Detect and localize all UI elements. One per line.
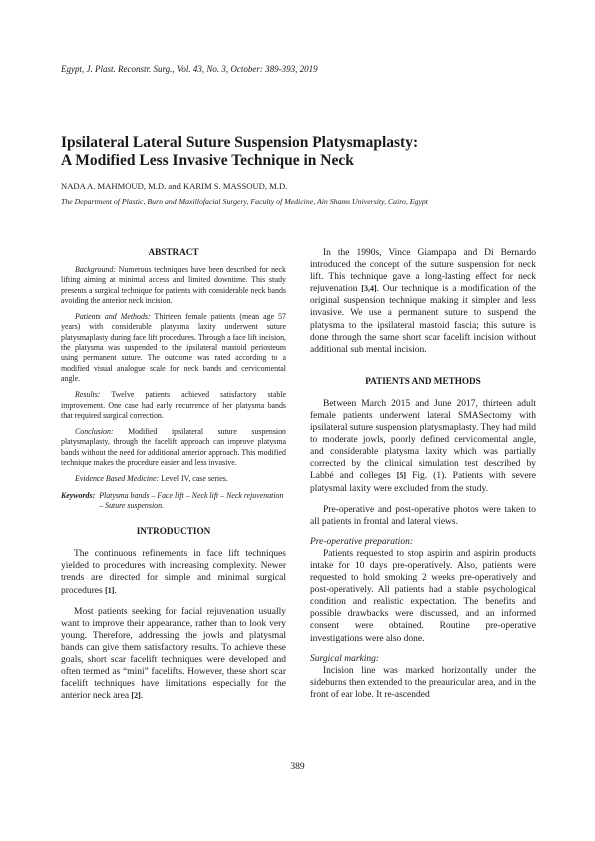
citation: [1] bbox=[105, 585, 115, 595]
abstract-heading: ABSTRACT bbox=[148, 247, 199, 257]
citation: [3,4] bbox=[361, 284, 377, 294]
abstract-conclusion bbox=[61, 427, 286, 468]
right-paragraph-2-end: Fig. (1). Patients with severe platysmal laxity were excluded from the study. bbox=[310, 471, 537, 494]
page-number: 389 bbox=[290, 762, 305, 772]
abstract-conclusion-label: Conclusion: bbox=[75, 427, 114, 437]
introduction-paragraph-1-text: The continuous refinements in face lift techniques yielded to procedures with increasing complexity. Newer trends are directed for simple and minimal surgical procedures bbox=[61, 549, 286, 596]
abstract-background bbox=[61, 265, 286, 306]
introduction-paragraph-2 bbox=[61, 606, 286, 703]
article-title-line-2: A Modified Less Invasive Technique in Neck bbox=[61, 152, 354, 169]
abstract-background-label: Background: bbox=[75, 265, 116, 274]
abstract-conclusion-text: Modified ipsilateral suture suspension platysmaplasty, through the facelift approach can improve platysma bands without the need for additional anterior approach. This modified technique makes the procedure easier and less invasive. bbox=[61, 427, 286, 468]
authors: NADA A. MAHMOUD, M.D. and KARIM S. MASSOUD, M.D. bbox=[61, 181, 288, 191]
right-paragraph-1-text: In the 1990s, Vince Giampapa and Di Bernardo introduced the concept of the suture suspension for neck lift. This technique gave a long-lasting effect for neck rejuvenation bbox=[310, 248, 536, 295]
abstract-background-text: Numerous techniques have been described for neck lifting aiming at minimal access and limited downtime. This study presents a surgical technique for patients with considerable neck bands avoiding the anterior neck incision. bbox=[61, 265, 286, 305]
introduction-paragraph-1-end: . bbox=[114, 585, 117, 596]
left-column bbox=[61, 247, 286, 702]
citation: [2] bbox=[131, 691, 141, 701]
introduction-heading: INTRODUCTION bbox=[136, 526, 211, 537]
abstract-methods bbox=[61, 312, 286, 384]
keywords-label: Keywords: bbox=[61, 490, 96, 500]
methods-heading: PATIENTS AND METHODS bbox=[365, 375, 481, 386]
abstract-evidence-text: Level IV, case series. bbox=[159, 474, 228, 484]
right-paragraph-1-end: . Our technique is a modification of the original suspension technique making it simpler and less invasive. We use a permanent suture to suspend the platysma to the ipsilateral mastoid fascia; this suture is done through the same short scar facelift incision without additional sub mental incision. bbox=[310, 284, 536, 355]
abstract-results-text: Twelve patients achieved satisfactory stable improvement. One case had early recurrence of her platysma bands that required surgical correction. bbox=[61, 390, 286, 420]
right-paragraph-2-text: Between March 2015 and June 2017, thirteen adult female patients underwent lateral SMASectomy with ipsilateral suture suspension platysmaplasty. They had mild to moderate jowls, poorly defined cervicomental angle, and considerable platysma laxity which was partially corrected by the clinical simulation test described by Labbé and colleges bbox=[310, 398, 536, 482]
keywords bbox=[61, 491, 286, 512]
abstract-methods-label: Patients and Methods: bbox=[75, 312, 151, 322]
article-title-line-1: Ipsilateral Lateral Suture Suspension Platysmaplasty: bbox=[61, 134, 419, 151]
abstract-results bbox=[61, 390, 286, 421]
abstract-evidence bbox=[61, 474, 286, 484]
right-paragraph-2 bbox=[310, 398, 536, 495]
citation: [5] bbox=[396, 471, 407, 481]
introduction-paragraph-2-end: . bbox=[140, 691, 144, 702]
abstract-methods-text: Thirteen female patients (mean age 57 years) with considerable platysma laxity underwent suture platysmaplasty during face lift procedures. Through a face lift incision, the platysma was suspended to the ipsilateral mastoid periosteum using permanent suture. The outcome was rated according to a modified visual analogue scale for neck bands and cervicomental angle. bbox=[61, 312, 286, 383]
abstract-evidence-label: Evidence Based Medicine: bbox=[75, 474, 160, 484]
right-paragraph-4: Patients requested to stop aspirin and aspirin products intake for 10 days pre-operatively. Also, patients were requested to hold smoking 2 weeks pre-operatively and post-operatively. All patients had a stable psychological condition and realistic expectation. The benefits and possible drawbacks were discussed, and an informed consent were obtained. Routine pre-operative investigations were also done. bbox=[310, 548, 536, 644]
marking-heading: Surgical marking: bbox=[310, 653, 380, 664]
right-column bbox=[310, 247, 536, 701]
abstract-results-label: Results: bbox=[75, 390, 101, 400]
introduction-paragraph-1 bbox=[61, 548, 286, 596]
preop-heading: Pre-operative preparation: bbox=[310, 536, 413, 547]
journal-reference: Egypt, J. Plast. Reconstr. Surg., Vol. 43, No. 3, October: 389-393, 2019 bbox=[61, 64, 318, 74]
keywords-text: Platysma bands – Face lift – Neck lift – Neck rejuvenation – Suture suspension. bbox=[99, 490, 284, 510]
article-title bbox=[61, 134, 541, 170]
right-paragraph-5: Incision line was marked horizontally under the sideburns then extended to the preauricular area, and in the front of ear lobe. It re-ascended bbox=[310, 665, 536, 700]
right-paragraph-3: Pre-operative and post-operative photos were taken to all patients in frontal and lateral views. bbox=[310, 504, 536, 527]
introduction-paragraph-2-text: Most patients seeking for facial rejuvenation usually want to improve their appearance, rather than to look very young. Therefore, addressing the jowls and platysmal bands can give them satisfactory results. To achieve these goals, short scar facelift techniques were developed and often termed as “mini” facelifts. However, these short scar facelift techniques have limitations especially for the anterior neck area bbox=[61, 606, 286, 702]
right-paragraph-1 bbox=[310, 247, 536, 356]
affiliation: The Department of Plastic, Burn and Maxillofacial Surgery, Faculty of Medicine, Ain Shams University, Cairo, Egypt bbox=[61, 197, 428, 206]
